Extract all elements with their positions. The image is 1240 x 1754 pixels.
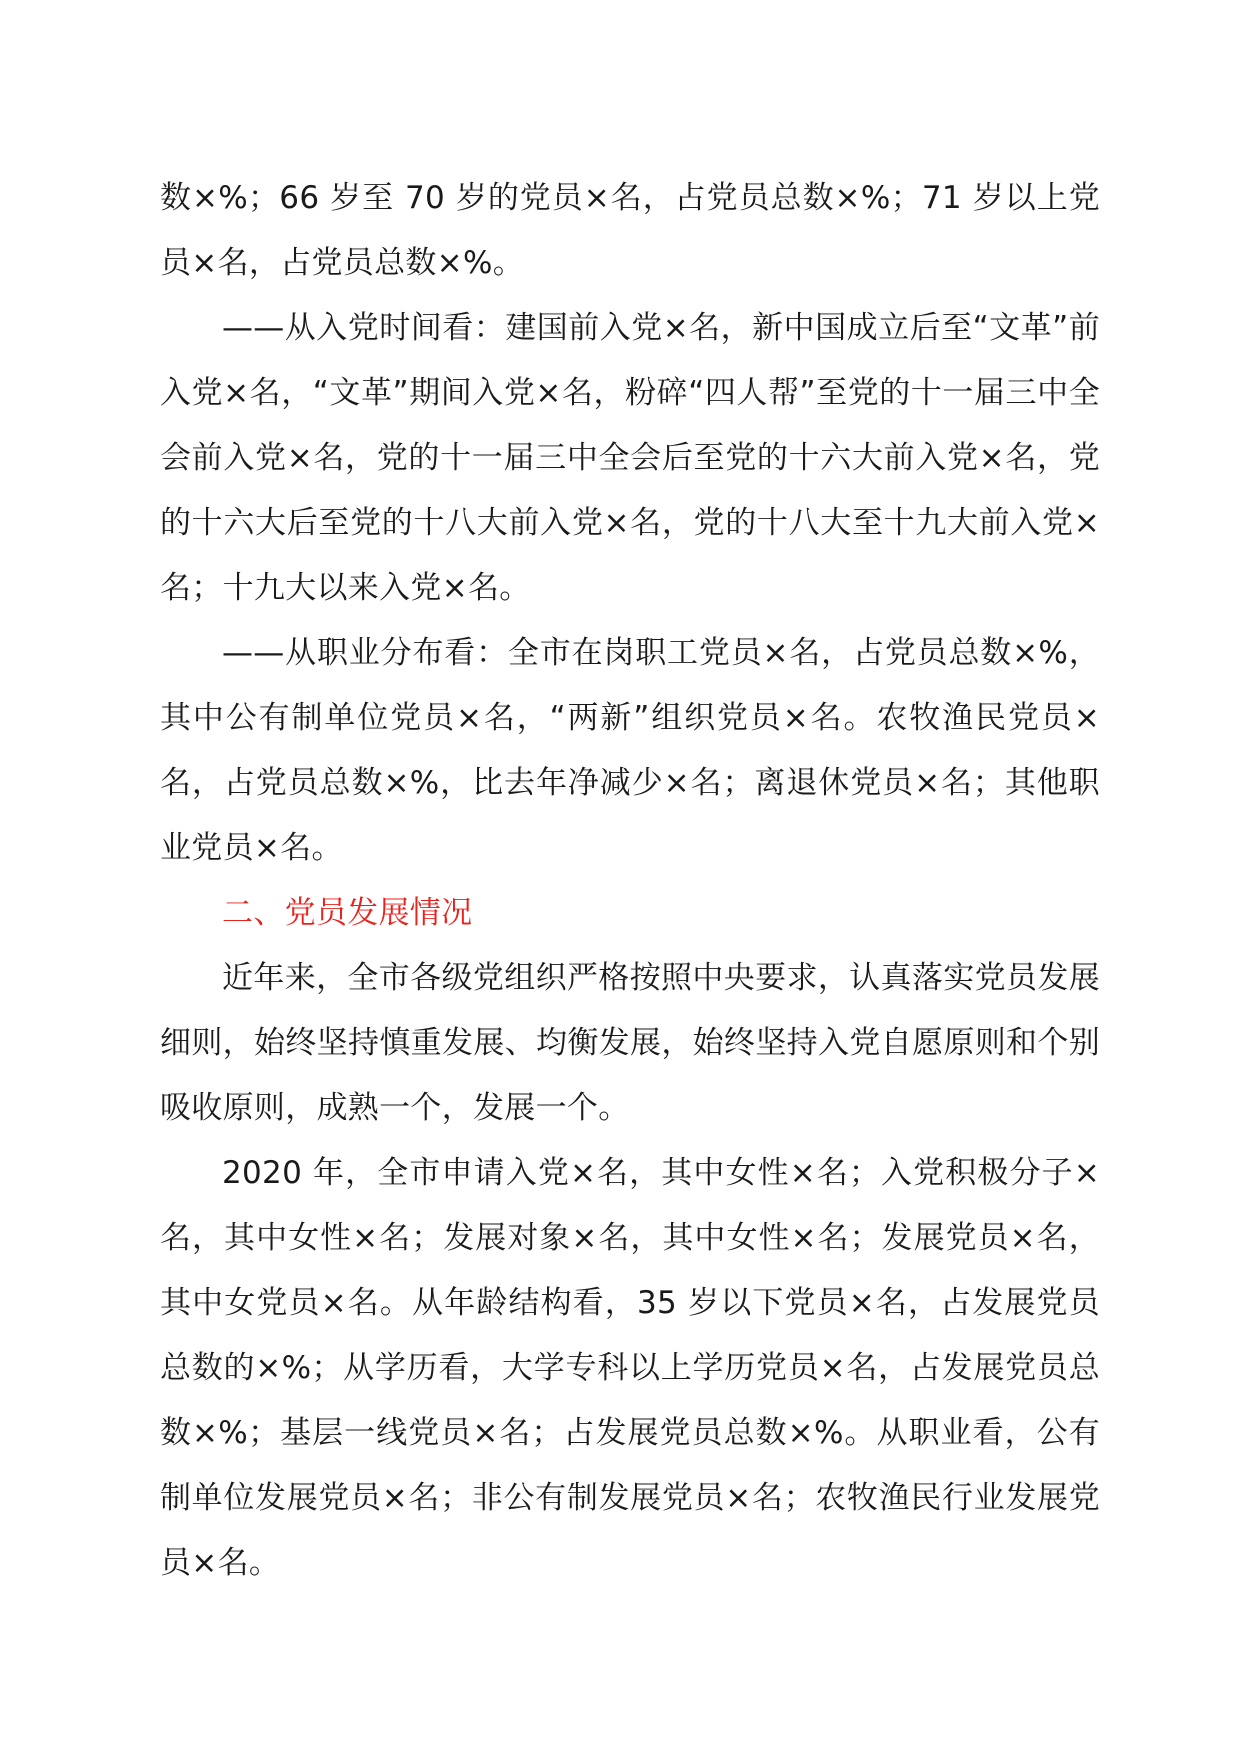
- paragraph-join-time: ——从入党时间看：建国前入党×名，新中国成立后至“文革”前入党×名，“文革”期间入党×名，粉碎“四人帮”至党的十一届三中全会前入党×名，党的十一届三中全会后至党的十六大前入党×名，党的十六大后至党的十八大前入党×名，党的十八大至十九大前入党×名；十九大以来入党×名。: [160, 310, 1100, 606]
- document-body: [160, 166, 1100, 1596]
- section-heading-member-development: 二、党员发展情况: [222, 895, 473, 931]
- paragraph-development-principles: 近年来，全市各级党组织严格按照中央要求，认真落实党员发展细则，始终坚持慎重发展、均衡发展，始终坚持入党自愿原则和个别吸收原则，成熟一个，发展一个。: [160, 960, 1100, 1126]
- paragraph-2020-statistics: 2020 年，全市申请入党×名，其中女性×名；入党积极分子×名，其中女性×名；发展对象×名，其中女性×名；发展党员×名，其中女党员×名。从年龄结构看，35 岁以下党员×名，占发展党员总数的×%；从学历看，大学专科以上学历党员×名，占发展党员总数×%；基层一线党员×名；占发展党员总数×%。从职业看，公有制单位发展党员×名；非公有制发展党员×名；农牧渔民行业发展党员×名。: [160, 1155, 1100, 1581]
- paragraph-occupation: ——从职业分布看：全市在岗职工党员×名，占党员总数×%，其中公有制单位党员×名，“两新”组织党员×名。农牧渔民党员×名，占党员总数×%，比去年净减少×名；离退休党员×名；其他职业党员×名。: [160, 635, 1100, 866]
- paragraph-age-structure-continued: 数×%；66 岁至 70 岁的党员×名，占党员总数×%；71 岁以上党员×名，占党员总数×%。: [160, 180, 1100, 281]
